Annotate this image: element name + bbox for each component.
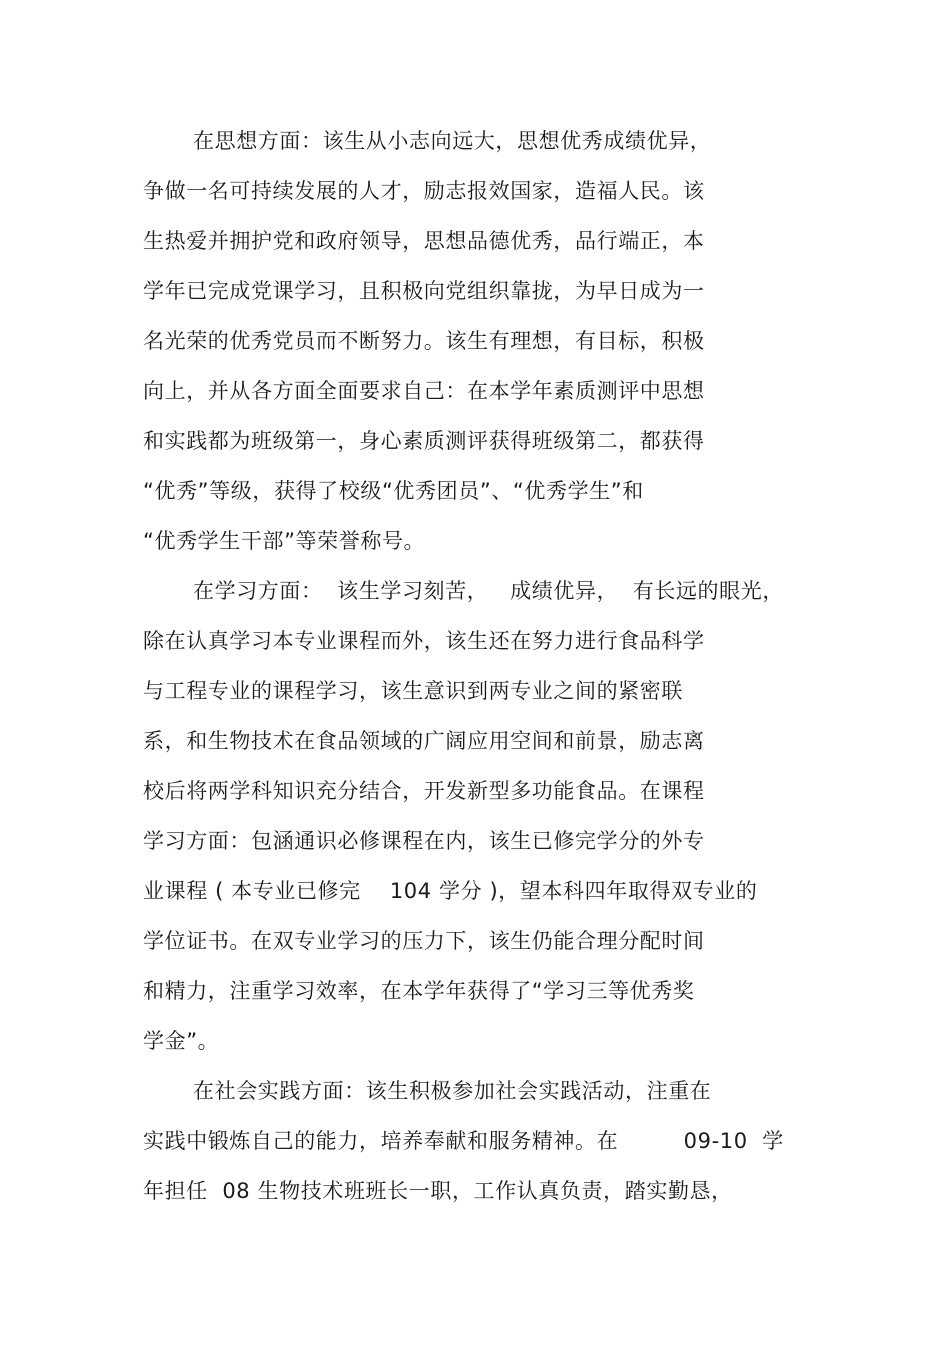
text-line: “优秀”等级，获得了校级“优秀团员”、“优秀学生”和 bbox=[143, 479, 644, 503]
text-line: 和精力，注重学习效率，在本学年获得了“学习三等优秀奖 bbox=[143, 979, 695, 1003]
text-line: 学习方面：包涵通识必修课程在内，该生已修完学分的外专 bbox=[143, 829, 705, 853]
text-line: 生热爱并拥护党和政府领导，思想品德优秀，品行端正，本 bbox=[143, 229, 705, 253]
text-line: “优秀学生干部”等荣誉称号。 bbox=[143, 529, 426, 553]
text-line: 业课程 ( 本专业已修完 104 学分 )，望本科四年取得双专业的 bbox=[143, 879, 758, 903]
text-line: 除在认真学习本专业课程而外，该生还在努力进行食品科学 bbox=[143, 629, 705, 653]
text-line: 在社会实践方面：该生积极参加社会实践活动，注重在 bbox=[193, 1079, 712, 1103]
text-line: 学位证书。在双专业学习的压力下，该生仍能合理分配时间 bbox=[143, 929, 705, 953]
text-line: 年担任 08 生物技术班班长一职，工作认真负责，踏实勤恳， bbox=[143, 1179, 733, 1203]
text-line: 和实践都为班级第一，身心素质测评获得班级第二，都获得 bbox=[143, 429, 705, 453]
text-line: 争做一名可持续发展的人才，励志报效国家，造福人民。该 bbox=[143, 179, 705, 203]
text-line: 实践中锻炼自己的能力，培养奉献和服务精神。在 09-10 学 bbox=[143, 1129, 784, 1153]
text-line: 学金”。 bbox=[143, 1029, 220, 1053]
text-line: 学年已完成党课学习，且积极向党组织靠拢，为早日成为一 bbox=[143, 279, 705, 303]
text-line: 名光荣的优秀党员而不断努力。该生有理想，有目标，积极 bbox=[143, 329, 705, 353]
text-line: 与工程专业的课程学习，该生意识到两专业之间的紧密联 bbox=[143, 679, 683, 703]
text-line: 校后将两学科知识充分结合，开发新型多功能食品。在课程 bbox=[143, 779, 705, 803]
text-line: 在学习方面： 该生学习刻苦， 成绩优异， 有长远的眼光， bbox=[193, 579, 784, 603]
text-line: 系，和生物技术在食品领域的广阔应用空间和前景，励志离 bbox=[143, 729, 705, 753]
text-line: 在思想方面：该生从小志向远大，思想优秀成绩优异， bbox=[193, 129, 712, 153]
text-line: 向上，并从各方面全面要求自己：在本学年素质测评中思想 bbox=[143, 379, 705, 403]
